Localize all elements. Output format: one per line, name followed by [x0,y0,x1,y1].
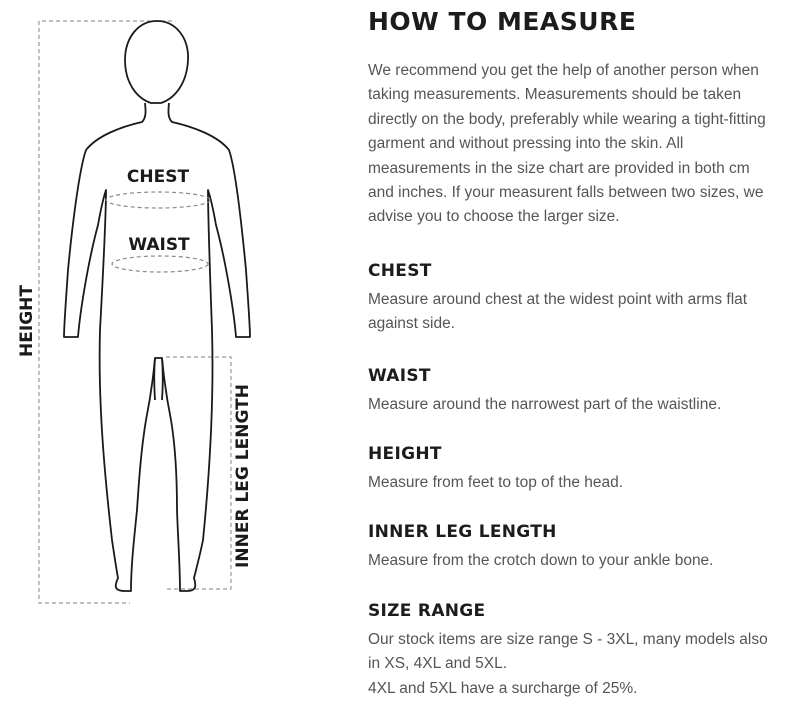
chest-label: CHEST [126,167,190,187]
section-title: SIZE RANGE [368,600,486,621]
height-guide-dashed-line [39,21,172,603]
section-waist [368,365,778,417]
measurement-guide [368,0,778,701]
section-title: HEIGHT [368,444,442,465]
section-title: INNER LEG LENGTH [368,522,557,543]
section-text: Our stock items are size range S - 3XL, many models also in XS, 4XL and 5XL. [368,630,768,673]
section-text: Measure from feet to top of the head. [368,474,624,492]
waist-label: WAIST [128,235,190,255]
chest-measure-ellipse [106,192,210,208]
page-title: HOW TO MEASURE [368,7,637,36]
section-text: Measure around chest at the widest point with arms flat against side. [368,290,748,333]
section-title: WAIST [368,365,431,386]
intro-paragraph: We recommend you get the help of another person when taking measurements. Measurements should be taken directly on the body, preferably while wearing a tight-fitting garment and without pressing into the skin. All measurements in the size chart are provided in both cm and inches. If your measurent falls between two sizes, we advise you to choose the larger size. [368,62,766,226]
surcharge-text: 4XL and 5XL have a surcharge of 25%. [368,679,638,697]
section-size-range [368,600,778,701]
section-title: CHEST [368,260,432,281]
waist-measure-ellipse [112,256,208,272]
body-measurement-figure [0,0,300,723]
section-text: Measure around the narrowest part of the waistline. [368,395,722,413]
height-label: HEIGHT [17,285,37,357]
section-height [368,443,778,495]
section-chest [368,260,778,337]
inner-leg-length-label: INNER LEG LENGTH [233,384,253,568]
section-text: Measure from the crotch down to your ankle bone. [368,552,714,570]
section-inner-leg-length [368,521,778,573]
body-silhouette [64,21,250,591]
